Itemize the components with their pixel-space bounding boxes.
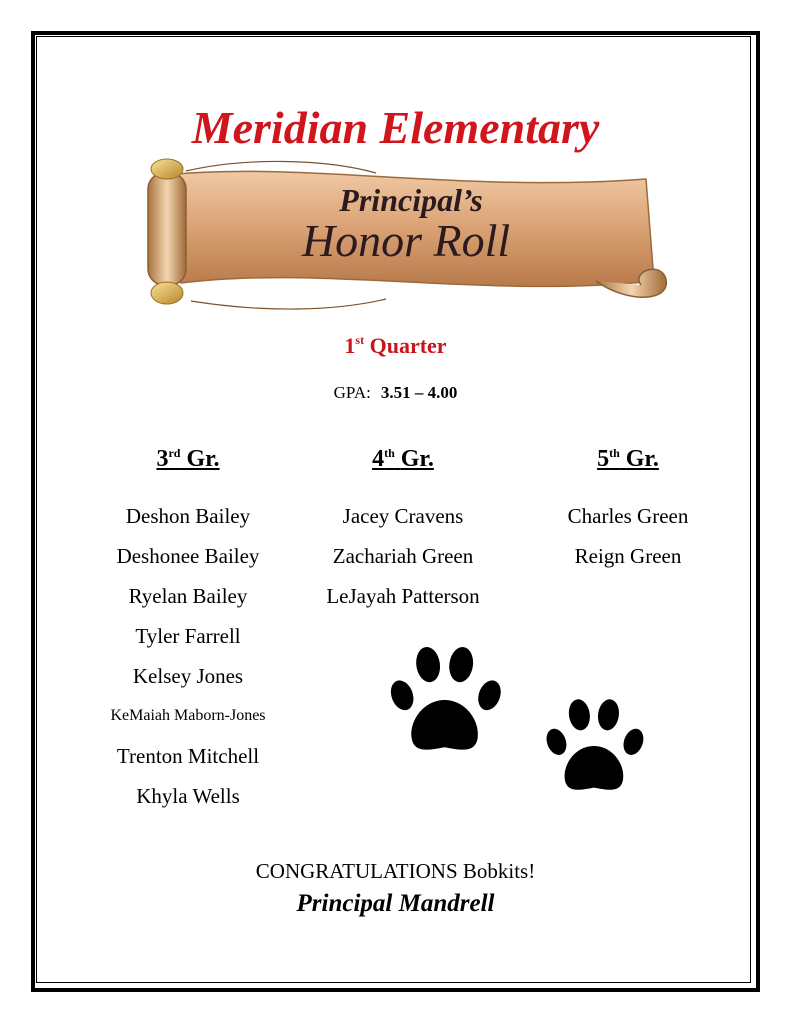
quarter-heading	[0, 333, 791, 359]
student-name: Trenton Mitchell	[116, 744, 260, 768]
gpa-label: GPA:	[333, 383, 371, 402]
student-name: Deshon Bailey	[125, 504, 251, 528]
student-name: Khyla Wells	[136, 784, 240, 808]
principal-signature: Principal Mandrell	[296, 890, 495, 917]
student-name: Jacey Cravens	[342, 504, 464, 528]
quarter-suffix: st	[355, 333, 365, 347]
quarter-number: 1	[344, 333, 356, 358]
grade-heading-5	[508, 436, 748, 476]
grade-label: Gr.	[186, 446, 220, 472]
paw-print-icon	[388, 640, 506, 760]
grade-suffix: rd	[168, 446, 181, 460]
grade-column-3	[68, 436, 308, 816]
student-name: Ryelan Bailey	[128, 584, 248, 608]
paw-print-icon	[544, 693, 648, 799]
school-title: Meridian Elementary	[191, 102, 600, 153]
gpa-line	[0, 383, 791, 403]
student-name: LeJayah Patterson	[326, 584, 480, 608]
grade-number: 5	[597, 446, 610, 472]
grade-heading-4	[283, 436, 523, 476]
grade-label: Gr.	[400, 446, 434, 472]
grade-column-5	[508, 436, 748, 576]
student-name: Zachariah Green	[332, 544, 474, 568]
student-name: KeMaiah Maborn-Jones	[110, 707, 266, 724]
gpa-range: 3.51 – 4.00	[380, 383, 458, 402]
grade-suffix: th	[609, 446, 620, 460]
grade-suffix: th	[384, 446, 395, 460]
grade-number: 4	[372, 446, 385, 472]
student-name: Kelsey Jones	[132, 664, 244, 688]
congratulations-text: CONGRATULATIONS Bobkits!	[255, 859, 536, 883]
grade-number: 3	[156, 446, 169, 472]
student-name: Deshonee Bailey	[116, 544, 260, 568]
banner-line2: Honor Roll	[301, 215, 511, 266]
quarter-label: Quarter	[369, 333, 447, 358]
student-list	[508, 496, 748, 576]
honor-roll-scroll-banner	[126, 153, 676, 319]
student-list	[68, 496, 308, 816]
grade-heading-3	[68, 436, 308, 476]
grade-column-4	[283, 436, 523, 616]
student-name: Reign Green	[574, 544, 682, 568]
student-list	[283, 496, 523, 616]
banner-line1: Principal’s	[339, 182, 483, 218]
student-name: Tyler Farrell	[135, 624, 241, 648]
student-name: Charles Green	[567, 504, 689, 528]
grade-label: Gr.	[625, 446, 659, 472]
